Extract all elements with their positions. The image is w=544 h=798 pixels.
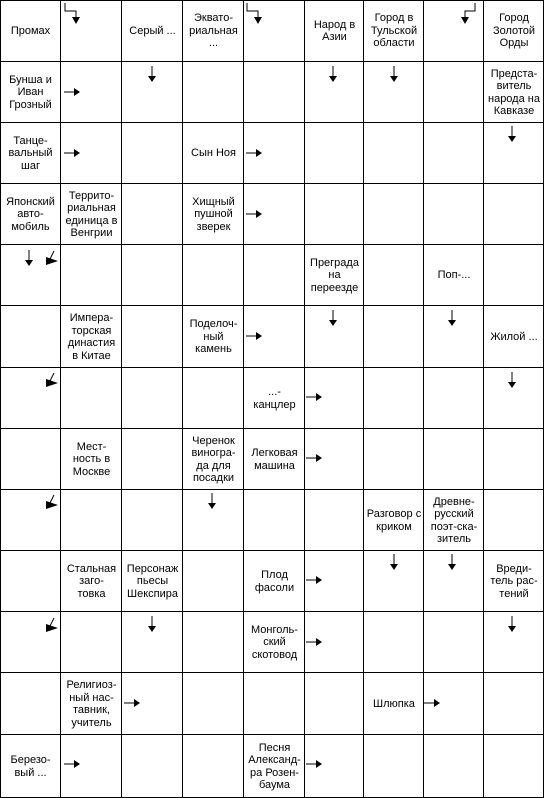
clue-text: Поп-... [437, 269, 471, 282]
arrow-down-icon [389, 66, 399, 82]
grid-cell[interactable] [61, 490, 122, 551]
arrow-down-icon [507, 372, 517, 388]
grid-cell[interactable] [364, 306, 424, 368]
clue-text: Разговор с криком [366, 508, 422, 533]
clue-text: Легковая машина [251, 447, 298, 472]
grid-cell[interactable] [424, 368, 484, 429]
arrow-down-icon [447, 554, 457, 570]
grid-cell[interactable] [364, 245, 424, 306]
clue-text: Березо- вый ... [10, 754, 51, 779]
grid-cell[interactable] [484, 245, 544, 306]
grid-cell[interactable] [364, 368, 424, 429]
arrow-down-icon [207, 493, 217, 509]
arrow-down-icon [507, 126, 517, 142]
grid-cell[interactable] [364, 123, 424, 184]
grid-cell[interactable] [122, 184, 183, 245]
grid-cell[interactable] [61, 612, 122, 673]
arrow-corner-right-icon [42, 249, 60, 267]
arrow-down-icon [328, 310, 338, 326]
grid-cell[interactable] [484, 735, 544, 798]
grid-cell[interactable] [183, 245, 244, 306]
clue-text: Вреди- тель рас- тений [490, 562, 538, 600]
grid-cell[interactable] [244, 245, 305, 306]
arrow-down-icon [389, 554, 399, 570]
grid-cell[interactable] [364, 612, 424, 673]
grid-cell[interactable] [183, 612, 244, 673]
arrow-right-icon [306, 453, 322, 463]
clue-text: Мест- ность в Москве [72, 440, 111, 478]
clue-text: Предста- витель народа на Кавказе [488, 67, 540, 117]
clue-text: Песня Александ- ра Розен- баума [248, 741, 301, 791]
arrow-corner-right-icon [42, 371, 60, 389]
arrow-corner-down-icon [246, 3, 262, 25]
arrow-down-icon [147, 616, 157, 632]
grid-cell[interactable] [122, 245, 183, 306]
clue-text: Хищный пушной зверек [192, 195, 235, 233]
arrow-right-icon [64, 759, 80, 769]
arrow-down-icon [147, 66, 157, 82]
arrow-right-icon [306, 392, 322, 402]
grid-cell[interactable] [122, 735, 183, 798]
clue-text: Танце- вальный шаг [8, 134, 53, 172]
clue-text: Стальная заго- товка [66, 562, 117, 600]
grid-cell[interactable] [305, 490, 364, 551]
grid-cell[interactable] [122, 368, 183, 429]
clue-text: Монголь- ский скотовод [251, 623, 298, 661]
clue-text: Шлюпка [373, 697, 415, 710]
grid-cell[interactable] [244, 490, 305, 551]
grid-cell[interactable] [183, 735, 244, 798]
arrow-corner-down-icon [64, 3, 80, 25]
arrow-right-icon [246, 331, 262, 341]
clue-text: Древне- русский поэт-ска- зитель [430, 495, 478, 545]
grid-cell[interactable] [61, 245, 122, 306]
clue-text: Плод фасоли [254, 569, 295, 594]
grid-cell[interactable] [484, 490, 544, 551]
grid-cell[interactable] [305, 673, 364, 735]
grid-cell[interactable] [424, 429, 484, 490]
grid-cell[interactable] [183, 62, 244, 123]
arrow-right-icon [306, 637, 322, 647]
clue-text: Жилой ... [490, 330, 538, 343]
arrow-right-icon [64, 148, 80, 158]
grid-cell[interactable] [364, 735, 424, 798]
grid-cell[interactable] [424, 123, 484, 184]
grid-cell[interactable] [122, 490, 183, 551]
arrow-corner-right-icon [42, 493, 60, 511]
clue-text: Промах [10, 24, 51, 37]
clue-text: Эквато- риальная ... [189, 12, 238, 50]
grid-cell[interactable] [0, 429, 61, 490]
grid-cell[interactable] [0, 673, 61, 735]
grid-cell[interactable] [183, 673, 244, 735]
clue-text: Персонаж пьесы Шекспира [126, 562, 179, 600]
grid-cell[interactable] [424, 62, 484, 123]
grid-cell[interactable] [364, 184, 424, 245]
grid-cell[interactable] [364, 429, 424, 490]
grid-cell[interactable] [305, 123, 364, 184]
arrow-right-icon [124, 698, 140, 708]
grid-cell[interactable] [305, 184, 364, 245]
grid-cell[interactable] [183, 551, 244, 612]
clue-text: Поделоч- ный камень [189, 318, 238, 356]
grid-cell[interactable] [183, 368, 244, 429]
arrow-down-icon [507, 616, 517, 632]
clue-text: Черенок виногра- да для посадки [191, 434, 236, 484]
clue-text: Народ в Азии [313, 18, 356, 43]
clue-text: Религиоз- ный нас- тавник, учитель [66, 679, 117, 729]
grid-cell[interactable] [424, 735, 484, 798]
clue-text: Террито- риальная единица в Венгрии [65, 189, 118, 239]
grid-cell[interactable] [244, 673, 305, 735]
grid-cell[interactable] [0, 551, 61, 612]
clue-text: Импера- торская династия в Китае [67, 312, 116, 362]
grid-cell[interactable] [484, 673, 544, 735]
grid-cell[interactable] [122, 123, 183, 184]
grid-cell[interactable] [424, 612, 484, 673]
clue-text: Японский авто- мобиль [6, 195, 55, 233]
arrow-corner-down-icon [460, 3, 476, 25]
arrow-right-icon [246, 148, 262, 158]
clue-text: Серый ... [129, 24, 176, 37]
arrow-right-icon [424, 698, 440, 708]
arrow-corner-right-icon [42, 616, 60, 634]
grid-cell[interactable] [244, 62, 305, 123]
arrow-right-icon [64, 87, 80, 97]
grid-cell[interactable] [484, 184, 544, 245]
clue-text: Бунша и Иван Грозный [9, 73, 52, 111]
arrow-right-icon [306, 759, 322, 769]
grid-cell[interactable] [61, 368, 122, 429]
grid-cell[interactable] [122, 306, 183, 368]
clue-text: Город Золотой Орды [492, 12, 536, 50]
clue-text: ...- канцлер [253, 386, 296, 411]
arrow-right-icon [246, 209, 262, 219]
grid-cell[interactable] [0, 306, 61, 368]
clue-text: Сын Ноя [191, 147, 236, 160]
clue-text: Преграда на переезде [310, 256, 359, 294]
grid-cell[interactable] [122, 429, 183, 490]
arrow-down-icon [447, 310, 457, 326]
grid-cell[interactable] [484, 429, 544, 490]
arrow-down-icon [328, 66, 338, 82]
clue-text: Город в Тульской области [370, 12, 418, 50]
arrow-down-icon [24, 250, 34, 266]
grid-cell[interactable] [424, 184, 484, 245]
arrow-right-icon [306, 575, 322, 585]
